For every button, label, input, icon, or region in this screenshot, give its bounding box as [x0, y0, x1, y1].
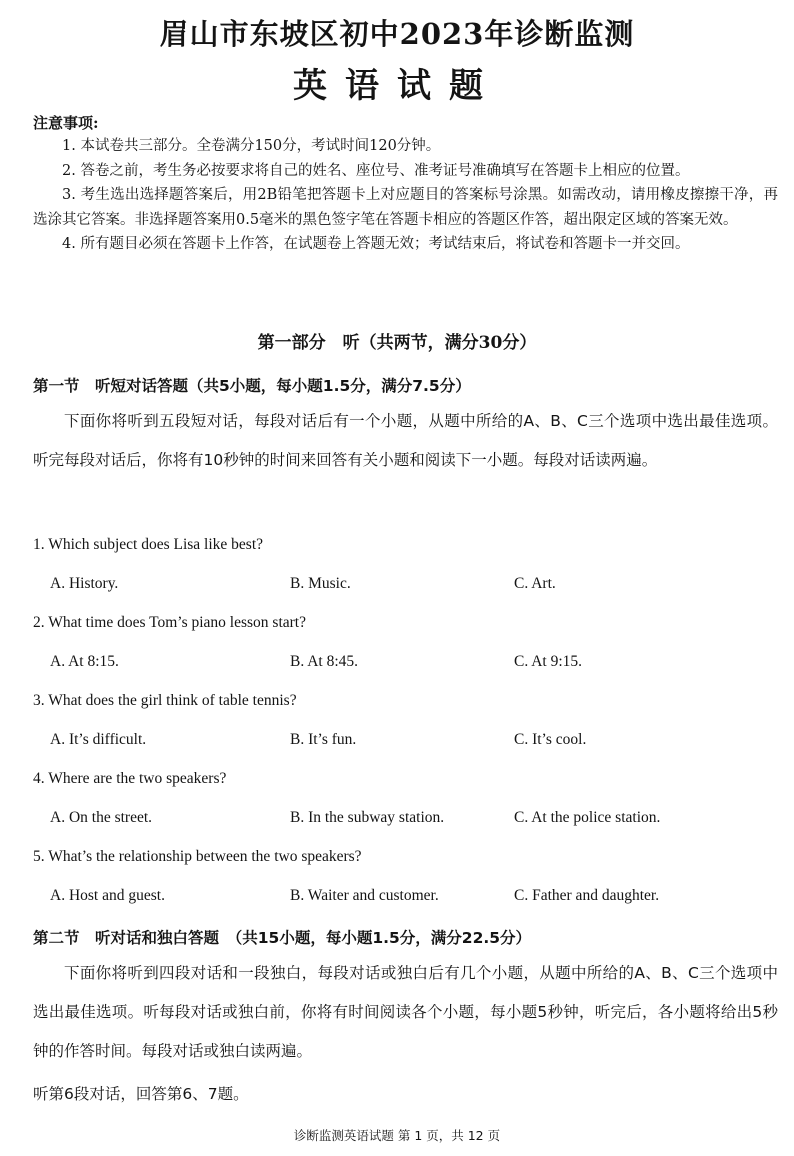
section1-instructions: 下面你将听到五段短对话，每段对话后有一个小题，从题中所给的A、B、C三个选项中选出最佳选项。听完每段对话后，你将有10秒钟的时间来回答有关小题和阅读下一小题。每段对话读两遍。 — [33, 412, 778, 469]
section1-heading: 第一节 听短对话答题（共5小题，每小题1.5分，满分7.5分） — [33, 377, 471, 395]
notice-item: 4. 所有题目必须在答题卡上作答，在试题卷上答题无效；考试结束后，将试卷和答题卡一并交回。 — [62, 236, 690, 252]
page-footer: 诊断监测英语试题 第 1 页，共 12 页 — [293, 1128, 501, 1143]
q3-option-b: B. It’s fun. — [290, 731, 357, 748]
q5-option-b: B. Waiter and customer. — [290, 887, 439, 904]
exam-subtitle: 英语试题 — [293, 66, 501, 106]
section2-instructions: 下面你将听到四段对话和一段独白，每段对话或独白后有几个小题，从题中所给的A、B、C三个选项中选出最佳选项。听每段对话或独白前，你将有时间阅读各个小题，每小题5秒钟，听完后，各小题将给出5秒钟的作答时间。每段对话或独白读两遍。 — [33, 964, 778, 1060]
question-2: 2. What time does Tom’s piano lesson start? — [33, 614, 306, 631]
question-4: 4. Where are the two speakers? — [33, 770, 227, 787]
question-5: 5. What’s the relationship between the two speakers? — [33, 848, 362, 865]
exam-title: 眉山市东坡区初中2023年诊断监测 — [159, 17, 635, 51]
q3-option-a: A. It’s difficult. — [50, 731, 147, 748]
q2-option-c: C. At 9:15. — [514, 653, 583, 670]
q4-option-a: A. On the street. — [50, 809, 153, 826]
section2-heading: 第二节 听对话和独白答题 （共15小题，每小题1.5分，满分22.5分） — [33, 929, 532, 947]
notice-heading: 注意事项: — [33, 114, 99, 132]
q1-option-a: A. History. — [50, 575, 119, 592]
question-1: 1. Which subject does Lisa like best? — [33, 536, 264, 553]
q4-option-b: B. In the subway station. — [290, 809, 445, 826]
section2-prompt: 听第6段对话，回答第6、7题。 — [33, 1085, 249, 1103]
notice-item: 2. 答卷之前，考生务必按要求将自己的姓名、座位号、准考证号准确填写在答题卡上相应的位置。 — [62, 162, 690, 179]
q5-option-c: C. Father and daughter. — [514, 887, 660, 904]
q1-option-c: C. Art. — [514, 575, 556, 592]
question-3: 3. What does the girl think of table tennis? — [33, 692, 297, 709]
notice-item: 1. 本试卷共三部分。全卷满分150分，考试时间120分钟。 — [62, 138, 441, 154]
q3-option-c: C. It’s cool. — [514, 731, 587, 748]
q2-option-a: A. At 8:15. — [50, 653, 119, 670]
notice-list — [33, 134, 778, 257]
notice-item: 3. 考生选出选择题答案后，用2B铅笔把答题卡上对应题目的答案标号涂黑。如需改动，请用橡皮擦擦干净，再选涂其它答案。非选择题答案用0.5毫米的黑色签字笔在答题卡相应的答题区作答，超出限定区域的答案无效。 — [33, 187, 778, 228]
part1-heading: 第一部分 听（共两节，满分30分） — [257, 333, 537, 353]
q2-option-b: B. At 8:45. — [290, 653, 359, 670]
q4-option-c: C. At the police station. — [514, 809, 661, 826]
q5-option-a: A. Host and guest. — [50, 887, 165, 904]
q1-option-b: B. Music. — [290, 575, 351, 592]
